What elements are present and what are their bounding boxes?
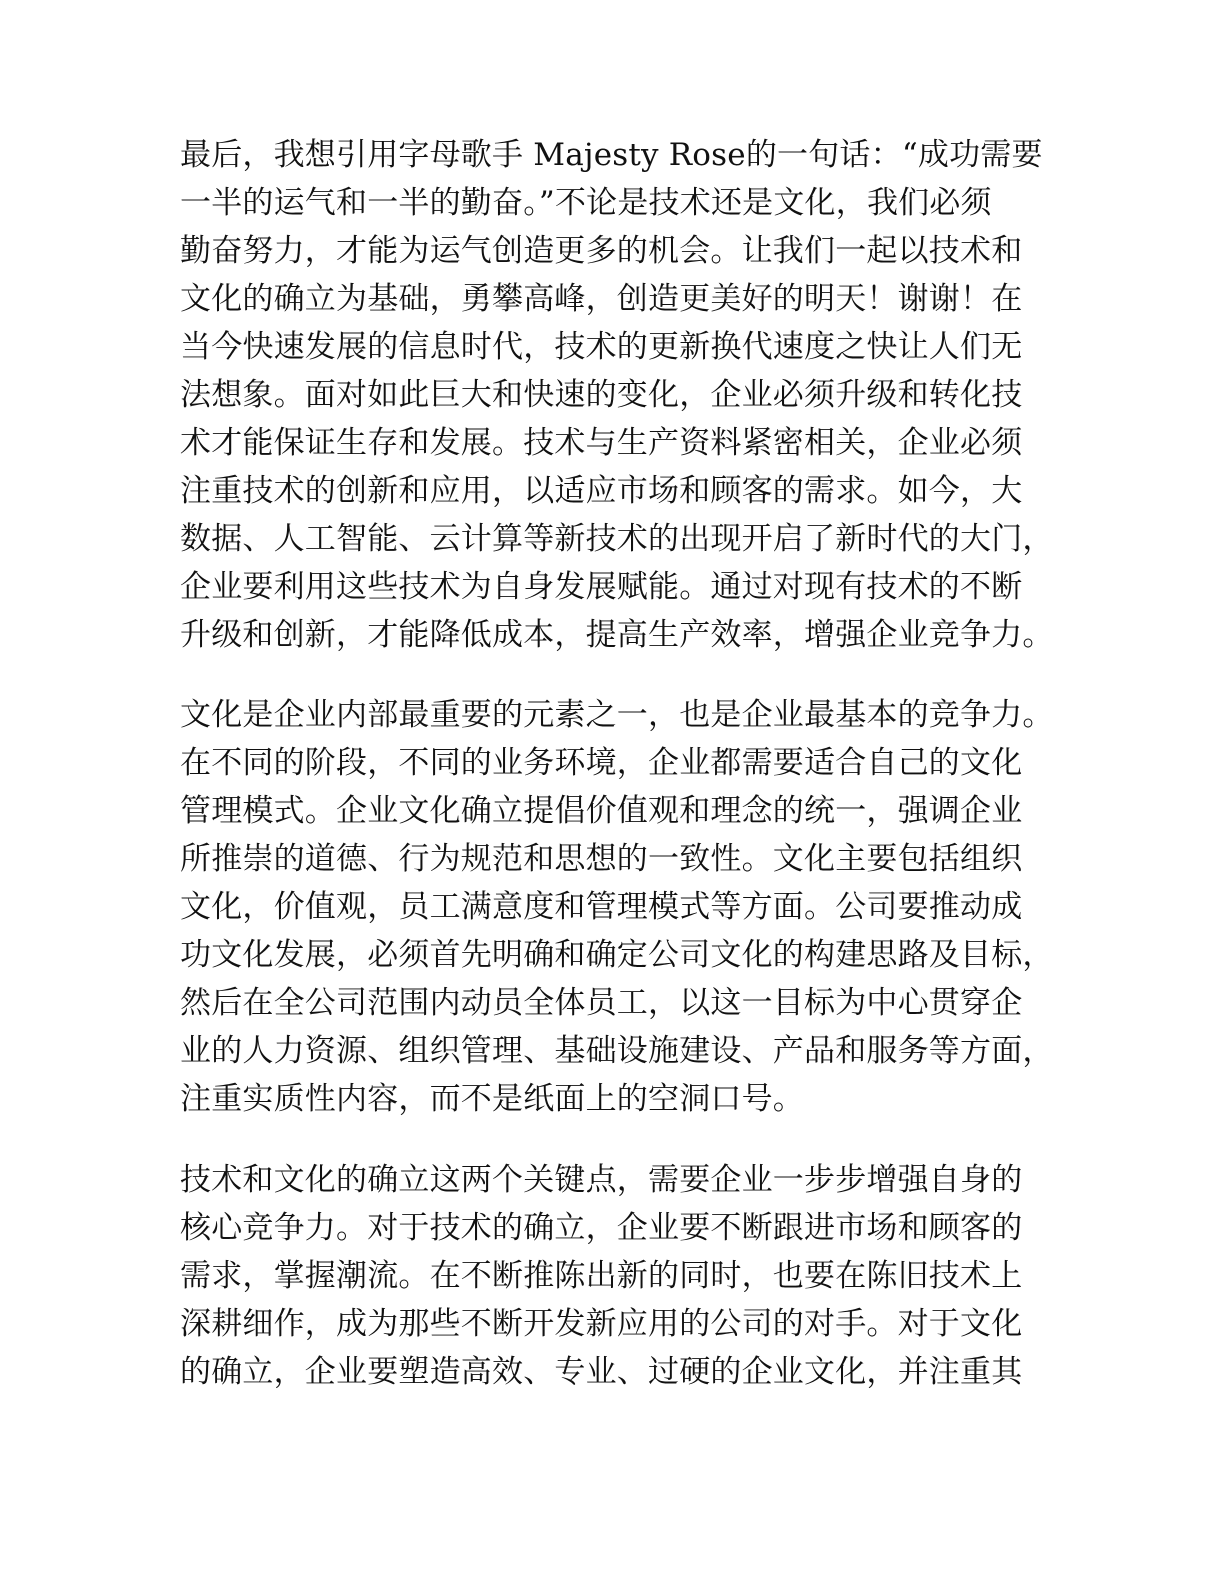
text-line: 数据、人工智能、云计算等新技术的出现开启了新时代的大门， [180,521,1054,557]
text-line: 文化的确立为基础，勇攀高峰，创造更美好的明天！谢谢！在 [180,281,1023,317]
text-line: 术才能保证生存和发展。技术与生产资料紧密相关，企业必须 [180,425,1023,461]
text-line: 功文化发展，必须首先明确和确定公司文化的构建思路及目标， [180,937,1054,973]
paragraph-3 [180,1156,1060,1396]
text-line: 管理模式。企业文化确立提倡价值观和理念的统一，强调企业 [180,793,1023,829]
text-line: 勤奋努力，才能为运气创造更多的机会。让我们一起以技术和 [180,233,1023,269]
text-line: 文化，价值观，员工满意度和管理模式等方面。公司要推动成 [180,889,1023,925]
text-line: 注重技术的创新和应用，以适应市场和顾客的需求。如今，大 [180,473,1023,509]
text-line: 法想象。面对如此巨大和快速的变化，企业必须升级和转化技 [180,377,1023,413]
text-line: 核心竞争力。对于技术的确立，企业要不断跟进市场和顾客的 [180,1210,1023,1246]
text-line: 文化是企业内部最重要的元素之一，也是企业最基本的竞争力。 [180,697,1054,733]
text-line: 的确立，企业要塑造高效、专业、过硬的企业文化，并注重其 [180,1354,1023,1390]
text-line: 升级和创新，才能降低成本，提高生产效率，增强企业竞争力。 [180,617,1054,653]
text-line: 一半的运气和一半的勤奋。”不论是技术还是文化，我们必须 [180,185,992,221]
text-line: 需求，掌握潮流。在不断推陈出新的同时，也要在陈旧技术上 [180,1258,1023,1294]
text-line: 技术和文化的确立这两个关键点，需要企业一步步增强自身的 [180,1162,1023,1198]
text-line: 在不同的阶段，不同的业务环境，企业都需要适合自己的文化 [180,745,1023,781]
text-line: 深耕细作，成为那些不断开发新应用的公司的对手。对于文化 [180,1306,1023,1342]
text-line: 企业要利用这些技术为自身发展赋能。通过对现有技术的不断 [180,569,1023,605]
text-line: 当今快速发展的信息时代，技术的更新换代速度之快让人们无 [180,329,1023,365]
text-line: 然后在全公司范围内动员全体员工，以这一目标为中心贯穿企 [180,985,1023,1021]
text-line: 最后，我想引用字母歌手 Majesty Rose的一句话：“成功需要 [180,137,1043,173]
text-line: 所推崇的道德、行为规范和思想的一致性。文化主要包括组织 [180,841,1023,877]
text-line: 注重实质性内容，而不是纸面上的空洞口号。 [180,1081,804,1117]
paragraph-2 [180,691,1060,1123]
paragraph-1 [180,131,1060,659]
text-line: 业的人力资源、组织管理、基础设施建设、产品和服务等方面， [180,1033,1054,1069]
